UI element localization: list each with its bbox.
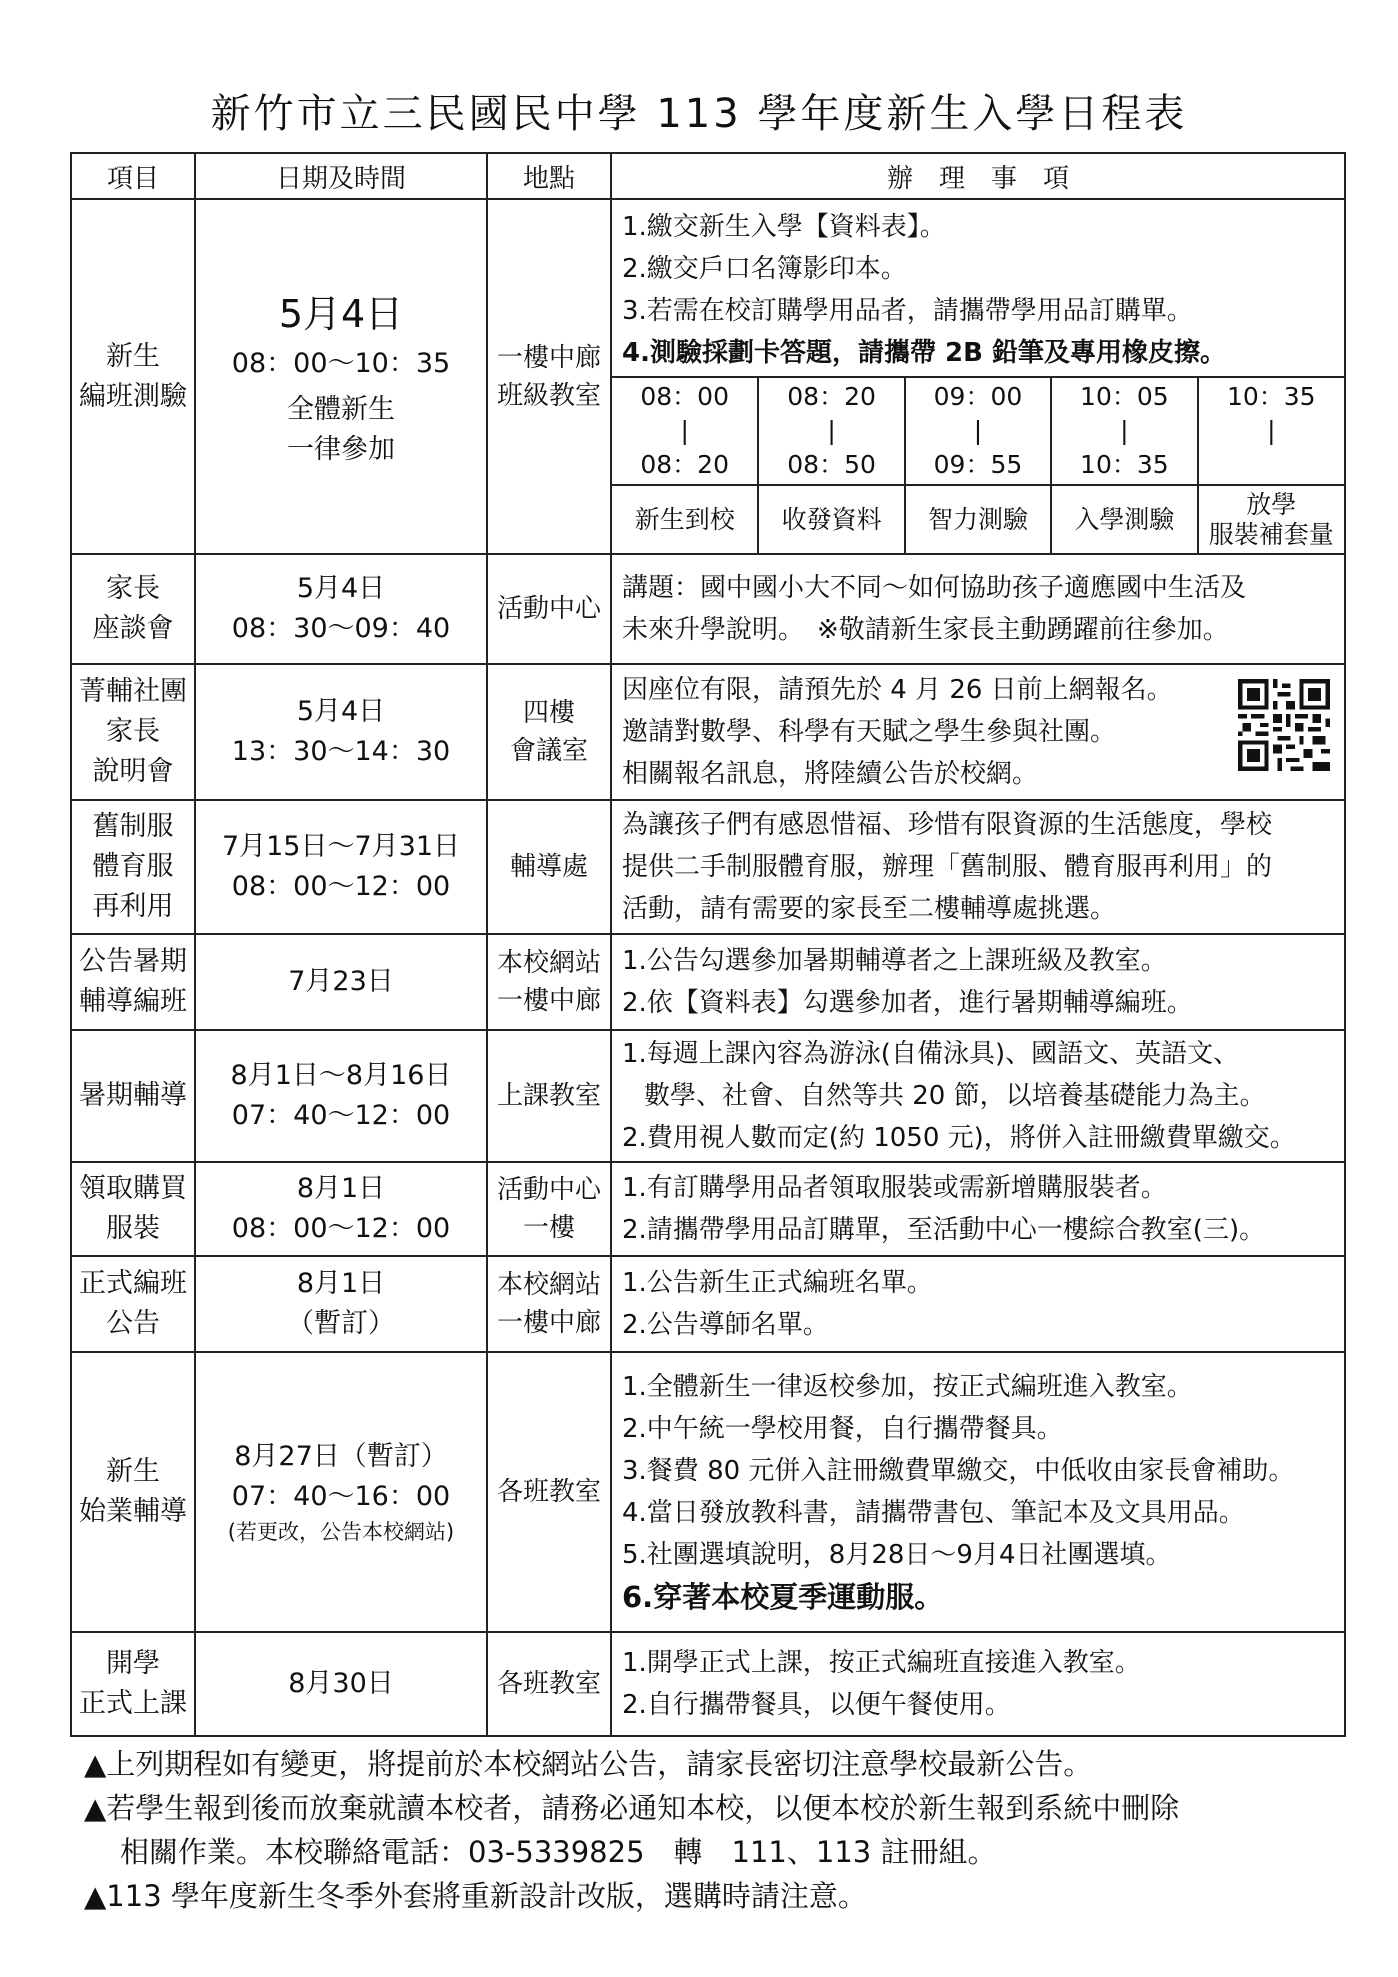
location-text: 活動中心 xyxy=(496,594,601,624)
footnote: 相關作業。本校聯絡電話：03-5339825 轉 111、113 註冊組。 xyxy=(120,1835,997,1869)
location-text: 各班教室 xyxy=(496,1669,601,1699)
datetime-cell xyxy=(195,800,487,934)
header-item: 項目 xyxy=(71,153,195,199)
task-line: 提供二手制服體育服，辦理「舊制服、體育服再利用」的 xyxy=(622,852,1273,882)
header-datetime: 日期及時間 xyxy=(195,153,487,199)
timeline-slot: 10：05 | 10：35 xyxy=(1051,377,1197,485)
item-text: 新生 xyxy=(106,1456,160,1487)
task-line: 2.繳交戶口名簿影印本。 xyxy=(622,254,907,284)
task-line: 5.社團選填說明，8月28日～9月4日社團選填。 xyxy=(622,1540,1172,1570)
time-text: 07：40～12：00 xyxy=(231,1100,451,1131)
task-line: 為讓孩子們有感恩惜福、珍惜有限資源的生活態度，學校 xyxy=(622,810,1273,840)
item-cell xyxy=(71,1030,195,1162)
tasks-cell xyxy=(611,664,1345,800)
timeline-label: 放學 服裝補套量 xyxy=(1198,485,1344,553)
item-cell xyxy=(71,1162,195,1256)
location-cell xyxy=(487,199,611,554)
location-text: 上課教室 xyxy=(496,1081,601,1111)
location-text: 各班教室 xyxy=(496,1477,601,1507)
footnote: ▲若學生報到後而放棄就讀本校者，請務必通知本校，以便本校於新生報到系統中刪除 xyxy=(84,1791,1180,1825)
item-text: 體育服 xyxy=(92,851,174,882)
item-text: 服裝 xyxy=(106,1213,160,1244)
task-line: 3.餐費 80 元併入註冊繳費單繳交，中低收由家長會補助。 xyxy=(622,1456,1295,1486)
task-line: 1.公告勾選參加暑期輔導者之上課班級及教室。 xyxy=(622,946,1167,976)
timeline-label: 收發資料 xyxy=(758,485,904,553)
datetime-cell xyxy=(195,199,487,554)
footnote: ▲上列期程如有變更，將提前於本校網站公告，請家長密切注意學校最新公告。 xyxy=(84,1747,1093,1781)
date-text: 8月1日 xyxy=(296,1173,386,1204)
timeline-slot: 08：20 | 08：50 xyxy=(758,377,904,485)
location-cell xyxy=(487,664,611,800)
task-line: 2.中午統一學校用餐，自行攜帶餐具。 xyxy=(622,1414,1063,1444)
location-text: 一樓中廊 xyxy=(496,1308,601,1338)
location-text: 活動中心 xyxy=(496,1175,601,1205)
tasks-cell xyxy=(611,1352,1345,1632)
item-text: 始業輔導 xyxy=(79,1496,187,1527)
location-cell xyxy=(487,934,611,1030)
datetime-cell xyxy=(195,1162,487,1256)
note-text: (若更改，公告本校網站) xyxy=(227,1520,455,1544)
table-row xyxy=(71,199,1345,554)
time-text: 07：40～16：00 xyxy=(231,1481,451,1512)
datetime-cell xyxy=(195,934,487,1030)
location-cell xyxy=(487,1632,611,1736)
task-line: 1.公告新生正式編班名單。 xyxy=(622,1268,933,1298)
task-line: 1.全體新生一律返校參加，按正式編班進入教室。 xyxy=(622,1372,1193,1402)
item-text: 家長 xyxy=(106,573,160,604)
location-text: 本校網站 xyxy=(496,948,601,978)
tasks-cell xyxy=(611,1030,1345,1162)
time-text: 08：00～12：00 xyxy=(231,871,451,902)
time-text: 08：30～09：40 xyxy=(231,613,451,644)
task-line: 2.費用視人數而定(約 1050 元)，將併入註冊繳費單繳交。 xyxy=(622,1123,1296,1153)
date-text: 8月1日～8月16日 xyxy=(230,1060,452,1091)
date-text: 8月27日（暫訂） xyxy=(234,1441,448,1472)
note-text: 一律參加 xyxy=(287,433,395,465)
item-cell xyxy=(71,664,195,800)
task-line: 4.測驗採劃卡答題，請攜帶 2B 鉛筆及專用橡皮擦。 xyxy=(622,338,1226,368)
item-cell xyxy=(71,1352,195,1632)
date-text: 5月4日 xyxy=(296,696,386,727)
item-text: 家長 xyxy=(106,716,160,747)
note-text: 全體新生 xyxy=(287,393,395,425)
timeline-slot: 10：35 | xyxy=(1198,377,1344,485)
table-row xyxy=(71,934,1345,1030)
location-text: 一樓中廊 xyxy=(496,342,601,373)
datetime-cell xyxy=(195,554,487,664)
date-text: 8月30日 xyxy=(288,1668,394,1699)
header-row xyxy=(71,153,1345,199)
timeline-table xyxy=(612,376,1344,553)
item-text: 公告 xyxy=(106,1308,160,1339)
task-line: 2.自行攜帶餐具，以便午餐使用。 xyxy=(622,1690,1011,1720)
item-text: 公告暑期 xyxy=(79,946,187,977)
item-text: 編班測驗 xyxy=(79,380,187,412)
qr-code-icon[interactable] xyxy=(1238,679,1330,771)
item-cell xyxy=(71,800,195,934)
location-cell xyxy=(487,1256,611,1352)
location-cell xyxy=(487,1352,611,1632)
table-row xyxy=(71,1030,1345,1162)
task-line: 6.穿著本校夏季運動服。 xyxy=(622,1580,944,1614)
task-line: 活動，請有需要的家長至二樓輔導處挑選。 xyxy=(622,894,1117,924)
schedule-table xyxy=(70,152,1346,1737)
item-cell xyxy=(71,1632,195,1736)
location-text: 會議室 xyxy=(509,736,588,766)
item-cell xyxy=(71,934,195,1030)
time-text: 08：00～12：00 xyxy=(231,1213,451,1244)
task-line: 3.若需在校訂購學用品者，請攜帶學用品訂購單。 xyxy=(622,296,1193,326)
item-text: 舊制服 xyxy=(92,811,174,842)
item-text: 菁輔社團 xyxy=(79,676,187,707)
task-line: 2.公告導師名單。 xyxy=(622,1310,829,1340)
date-text: 7月15日～7月31日 xyxy=(221,831,461,862)
date-text: 7月23日 xyxy=(288,966,394,997)
date-text: 8月1日 xyxy=(296,1268,386,1299)
timeline-slot: 09：00 | 09：55 xyxy=(905,377,1051,485)
location-cell xyxy=(487,1162,611,1256)
task-line: 講題：國中國小大不同～如何協助孩子適應國中生活及 xyxy=(622,573,1247,603)
tasks-cell xyxy=(611,1162,1345,1256)
location-text: 本校網站 xyxy=(496,1270,601,1300)
timeline-label: 智力測驗 xyxy=(905,485,1051,553)
task-line: 1.有訂購學用品者領取服裝或需新增購服裝者。 xyxy=(622,1173,1167,1203)
task-line: 未來升學說明。 ※敬請新生家長主動踴躍前往參加。 xyxy=(622,615,1229,645)
datetime-cell xyxy=(195,1030,487,1162)
item-text: 正式編班 xyxy=(79,1268,187,1299)
task-line: 1.開學正式上課，按正式編班直接進入教室。 xyxy=(622,1648,1141,1678)
time-text: （暫訂） xyxy=(287,1308,395,1339)
table-row xyxy=(71,554,1345,664)
table-row xyxy=(71,1162,1345,1256)
header-location: 地點 xyxy=(487,153,611,199)
timeline-slot: 08：00 | 08：20 xyxy=(612,377,758,485)
location-text: 班級教室 xyxy=(496,380,601,411)
tasks-cell xyxy=(611,800,1345,934)
task-line: 4.當日發放教科書，請攜帶書包、筆記本及文具用品。 xyxy=(622,1498,1245,1528)
tasks-cell xyxy=(611,934,1345,1030)
location-text: 輔導處 xyxy=(509,852,588,882)
task-line: 1.繳交新生入學【資料表】。 xyxy=(622,212,946,242)
table-row xyxy=(71,664,1345,800)
task-line: 2.請攜帶學用品訂購單，至活動中心一樓綜合教室(三)。 xyxy=(622,1215,1266,1245)
item-text: 開學 xyxy=(106,1648,160,1679)
item-cell xyxy=(71,1256,195,1352)
table-row xyxy=(71,1632,1345,1736)
task-line: 邀請對數學、科學有天賦之學生參與社團。 xyxy=(622,717,1117,747)
task-line: 數學、社會、自然等共 20 節，以培養基礎能力為主。 xyxy=(644,1081,1266,1111)
task-line: 2.依【資料表】勾選參加者，進行暑期輔導編班。 xyxy=(622,988,1193,1018)
item-text: 正式上課 xyxy=(79,1688,187,1719)
date-text: 5月4日 xyxy=(278,291,404,336)
task-line: 1.每週上課內容為游泳(自備泳具)、國語文、英語文、 xyxy=(622,1039,1240,1069)
table-row xyxy=(71,1352,1345,1632)
footnotes xyxy=(84,1742,1364,1918)
item-text: 座談會 xyxy=(92,613,174,644)
tasks-cell xyxy=(611,1632,1345,1736)
item-cell xyxy=(71,554,195,664)
location-text: 一樓 xyxy=(522,1213,575,1243)
datetime-cell xyxy=(195,1352,487,1632)
tasks-cell xyxy=(611,1256,1345,1352)
item-text: 領取購買 xyxy=(79,1173,187,1204)
footnote: ▲113 學年度新生冬季外套將重新設計改版，選購時請注意。 xyxy=(84,1879,867,1913)
location-text: 一樓中廊 xyxy=(496,986,601,1016)
location-cell xyxy=(487,1030,611,1162)
page-title: 新竹市立三民國民中學 113 學年度新生入學日程表 xyxy=(210,91,1188,137)
item-text: 說明會 xyxy=(92,756,174,787)
table-row xyxy=(71,800,1345,934)
datetime-cell xyxy=(195,1256,487,1352)
timeline-label: 入學測驗 xyxy=(1051,485,1197,553)
item-text: 暑期輔導 xyxy=(79,1080,187,1111)
header-tasks: 辦 理 事 項 xyxy=(611,153,1345,199)
task-line: 因座位有限，請預先於 4 月 26 日前上網報名。 xyxy=(622,675,1173,705)
tasks-cell xyxy=(611,554,1345,664)
location-cell xyxy=(487,800,611,934)
location-text: 四樓 xyxy=(522,698,575,728)
datetime-cell xyxy=(195,1632,487,1736)
item-text: 再利用 xyxy=(92,891,174,922)
item-text: 輔導編班 xyxy=(79,986,187,1017)
datetime-cell xyxy=(195,664,487,800)
date-text: 5月4日 xyxy=(296,573,386,604)
item-cell xyxy=(71,199,195,554)
item-text: 新生 xyxy=(106,340,160,372)
time-text: 13：30～14：30 xyxy=(231,736,451,767)
timeline-label: 新生到校 xyxy=(612,485,758,553)
time-text: 08：00～10：35 xyxy=(231,347,451,379)
table-row xyxy=(71,1256,1345,1352)
task-line: 相關報名訊息，將陸續公告於校網。 xyxy=(622,759,1039,789)
location-cell xyxy=(487,554,611,664)
tasks-cell xyxy=(611,199,1345,554)
